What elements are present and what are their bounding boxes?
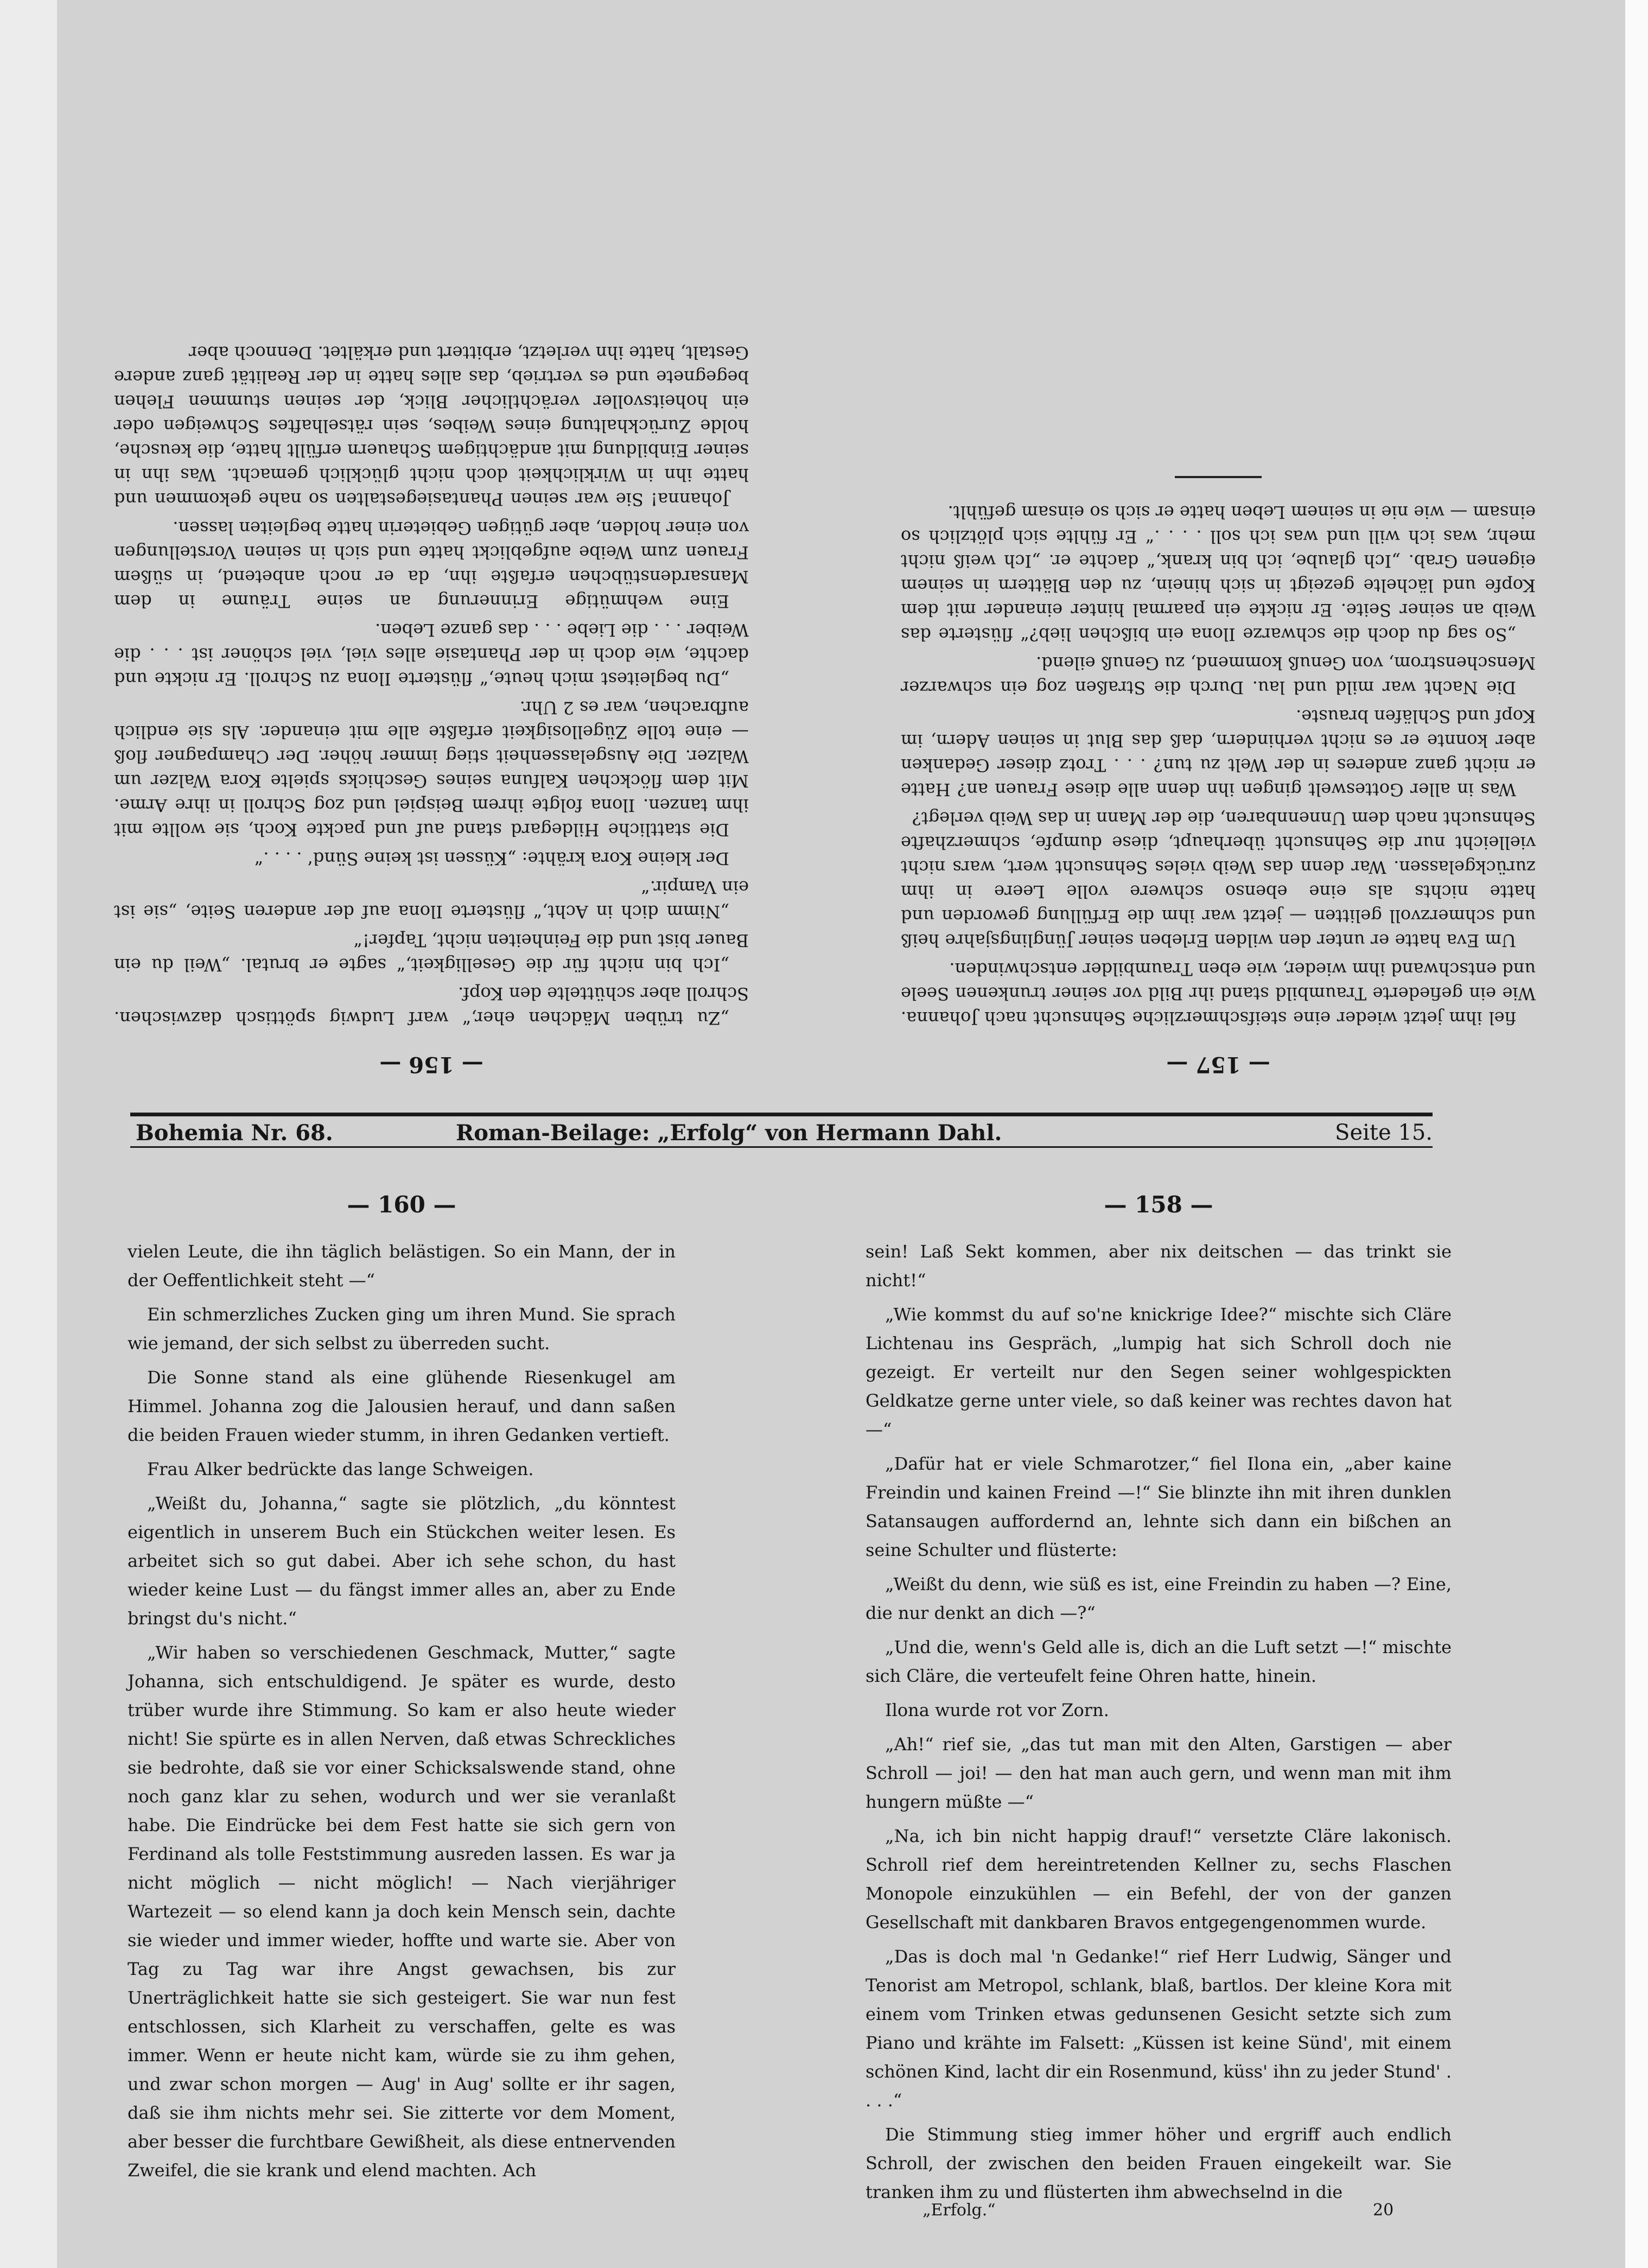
- page-number-156: — 156 —: [379, 1052, 483, 1077]
- page-margin-left: [0, 0, 57, 2268]
- paragraph: Der kleine Kora krähte: „Küssen ist keine Sünd‘ . . . .“: [254, 848, 729, 869]
- paragraph: fiel ihm jetzt wieder eine steifschmerzliche Sehnsucht nach Johanna. Wie ein gefiederte Traumbild stand ihr Bild vor seiner trunkenen Seele und entschwand ihm wieder, wie eben Traumbilder entschwinden.: [901, 959, 1536, 1028]
- paragraph: „Weißt du denn, wie süß es ist, eine Freindin zu haben —? Eine, die nur denkt an dich —?“: [866, 1574, 1452, 1623]
- paragraph: Die Nacht war mild und lau. Durch die Straßen zog ein schwarzer Menschenstrom, von Genuß kommend, zu Genuß eilend.: [901, 653, 1536, 698]
- paragraph: Um Eva hatte er unter den wilden Erleben seiner Jünglingsjahre heiß und schmerzvoll gelitten — jetzt war ihm die Erfüllung geworden und hatte nichts als eine ebenso schwere volle Leere in ihm zurückgelassen. War denn das Weib vieles Sehnsucht wert, wars nicht vielleicht nur die Sehnsucht überhaupt, diese dumpfe, schmerzhafte Sehnsucht nach dem Unnennbaren, die der Mann in das Weib verlegt?: [901, 808, 1536, 951]
- paragraph: „Du begleitest mich heute,“ flüsterte Ilona zu Schroll. Er nickte und dachte, wie doch in der Phantasie alles viel, viel schöner ist . . . die Weiber . . . die Liebe . . . das ganze Leben.: [114, 620, 749, 689]
- header-rule-bottom: [130, 1146, 1433, 1148]
- page-number-157: — 157 —: [1166, 1052, 1270, 1077]
- paragraph: vielen Leute, die ihn täglich belästigen. So ein Mann, der in der Oeffentlichkeit steht —“: [128, 1241, 676, 1291]
- paragraph: „Dafür hat er viele Schmarotzer,“ fiel Ilona ein, „aber kaine Freindin und kainen Freind —!“ Sie blinzte ihn mit ihren dunklen Satansaugen auffordernd an, lehnte sich dann ein bißchen an seine Schulter und flüsterte:: [866, 1453, 1452, 1560]
- paragraph: „Ich bin nicht für die Geselligkeit,“ sagte er brutal. „Weil du ein Bauer bist und die Feinheiten nicht, Tapfer!“: [114, 930, 749, 975]
- paragraph: Frau Alker bedrückte das lange Schweigen.: [147, 1459, 534, 1479]
- paragraph: Die stattliche Hildegard stand auf und packte Koch, sie wollte mit ihm tanzen. Ilona folgte ihrem Beispiel und zog Schroll in ihre Arme. Mit dem flöckchen Kalfuna seines Geschicks spielte Kora Walzer um Walzer. Die Ausgelassenheit stieg immer höher. Der Champagner floß — eine tolle Zügellosigkeit erfaßte alle mit einander. Als sie endlich aufbrachen, war es 2 Uhr.: [114, 697, 749, 840]
- page-number-160: — 160 —: [347, 1191, 456, 1218]
- page-number-158: — 158 —: [1104, 1191, 1213, 1218]
- page-158-column: [866, 1191, 1452, 2212]
- paragraph: „Wie kommst du auf so'ne knickrige Idee?“ mischte sich Cläre Lichtenau ins Gespräch, „lumpig hat sich Schroll doch nie gezeigt. Er verteilt nur den Segen seiner wohlgespickten Geldkatze gerne unter viele, so daß keiner was rechtes davon hat —“: [866, 1304, 1452, 1440]
- paragraph: Ilona wurde rot vor Zorn.: [885, 1700, 1109, 1720]
- inverted-left-page: [901, 476, 1536, 1077]
- page-label: Seite 15.: [1335, 1120, 1433, 1145]
- section-rule: [1175, 476, 1262, 478]
- paragraph: „Das is doch mal 'n Gedanke!“ rief Herr Ludwig, Sänger und Tenorist am Metropol, schlank, blaß, bartlos. Der kleine Kora mit einem vom Trinken etwas gedunsenen Gesicht setzte sich zum Piano und krähte im Falsett: „Küssen ist keine Sünd', mit einem schönen Kind, lacht dir ein Rosenmund, küss' ihn zu jeder Stund' . . . .“: [866, 1946, 1452, 2111]
- header-rule-top: [130, 1113, 1433, 1116]
- supplement-title: Roman-Beilage: „Erfolg“ von Hermann Dahl.: [456, 1120, 1002, 1146]
- page-160-column: [128, 1191, 676, 2190]
- paragraph: Was in aller Gotteswelt gingen ihn denn alle diese Frauen an? Hatte er nicht ganz anderes in der Welt zu tun? . . . Trotz dieser Gedanken aber konnte er es nicht verhindern, daß das Blut in seinen Adern, im Kopf und Schläfen brauste.: [901, 706, 1536, 800]
- paragraph: „Na, ich bin nicht happig drauf!“ versetzte Cläre lakonisch. Schroll rief dem hereintretenden Kellner zu, sechs Flaschen Monopole einzukühlen — ein Befehl, der von der ganzen Gesellschaft mit dankbaren Bravos entgegengenommen wurde.: [866, 1826, 1452, 1933]
- header-band: [130, 1113, 1433, 1151]
- inverted-upper-half: [114, 117, 1536, 1077]
- paragraph: Die Stimmung stieg immer höher und ergriff auch endlich Schroll, der zwischen den beiden Frauen eingekeilt war. Sie tranken ihm zu und flüsterten ihm abwechselnd in die: [866, 2124, 1452, 2202]
- footer-note: „Erfolg.“: [922, 2201, 996, 2220]
- page-margin-right: [1625, 0, 1648, 2268]
- paragraph: „So sag du doch die schwarze Ilona ein bißchen lieb?“ flüsterte das Weib an seiner Seite. Er nickte ein paarmal hinter einander mit dem Kopfe und lächelte gezeigt in sich hinein, zu den Blättern in seinem eigenen Grab. „Ich glaube, ich bin krank,“ dachte er. „Ich weiß nicht mehr, was ich will und was ich soll . . . .“ Er fühlte sich plötzlich so einsam — wie nie in seinem Leben hatte er sich so einsam gefühlt.: [901, 502, 1536, 645]
- paragraph: „Wir haben so verschiedenen Geschmack, Mutter,“ sagte Johanna, sich entschuldigend. Je später es wurde, desto trüber wurde ihre Stimmung. So kam er also heute wieder nicht! Sie spürte es in allen Nerven, daß etwas Schreckliches sie bedrohte, daß sie vor einer Schicksalswende stand, ohne noch ganz klar zu sehen, wodurch und wer sie veranlaßt habe. Die Eindrücke bei dem Fest hatte sie sich gern von Ferdinand als tolle Feststimmung ausreden lassen. Es war ja nicht möglich — nicht möglich! — Nach vierjähriger Wartezeit — so elend kann ja doch kein Mensch sein, dachte sie wieder und immer wieder, hoffte und warte sie. Aber von Tag zu Tag war ihre Angst gewachsen, bis zur Unerträglichkeit hatte sie sich gesteigert. Sie war nun fest entschlossen, sich Klarheit zu verschaffen, gelte es was immer. Wenn er heute nicht kam, würde sie zu ihm gehen, und zwar schon morgen — Aug' in Aug' sollte er ihr sagen, daß sie ihm nichts mehr sei. Sie zitterte vor dem Moment, aber besser die furchtbare Gewißheit, als diese entnervenden Zweifel, die sie krank und elend machten. Ach: [128, 1642, 676, 2181]
- paragraph: Eine wehmütige Erinnerung an seine Träume in dem Mansardenstübchen erfaßte ihn, da er noch anbetend, in süßem Frauen zum Weibe aufgeblickt hatte und sich in seinen Vorstellungen von einer holden, aber gütigen Gebieterin hatte begleiten lassen.: [114, 518, 749, 612]
- inverted-right-page: [114, 336, 749, 1077]
- paragraph: „Ah!“ rief sie, „das tut man mit den Alten, Garstigen — aber Schroll — joi! — den hat man auch gern, und wenn man mit ihm hungern müßte —“: [866, 1734, 1452, 1812]
- publication-issue: Bohemia Nr. 68.: [136, 1120, 333, 1146]
- paragraph: „Zu trüben Mädchen eher,“ warf Ludwig spöttisch dazwischen. Schroll aber schüttelte den Kopf.: [114, 983, 749, 1028]
- paragraph: Die Sonne stand als eine glühende Riesenkugel am Himmel. Johanna zog die Jalousien herauf, und dann saßen die beiden Frauen wieder stumm, in ihren Gedanken vertieft.: [128, 1367, 676, 1445]
- paragraph: Ein schmerzliches Zucken ging um ihren Mund. Sie sprach wie jemand, der sich selbst zu überreden sucht.: [128, 1304, 676, 1354]
- paragraph: „Und die, wenn's Geld alle is, dich an die Luft setzt —!“ mischte sich Cläre, die verteufelt feine Ohren hatte, hinein.: [866, 1637, 1452, 1686]
- paragraph: „Nimm dich in Acht,“ flüsterte Ilona auf der anderen Seite, „sie ist ein Vampir.“: [114, 877, 749, 922]
- paragraph: „Weißt du, Johanna,“ sagte sie plötzlich, „du könntest eigentlich in unserem Buch ein Stückchen weiter lesen. Es arbeitet sich so gut dabei. Aber ich sehe schon, du hast wieder keine Lust — du fängst immer alles an, aber zu Ende bringst du's nicht.“: [128, 1493, 676, 1629]
- paragraph: sein! Laß Sekt kommen, aber nix deitschen — das trinkt sie nicht!“: [866, 1241, 1452, 1291]
- signature-number: 20: [1373, 2201, 1394, 2220]
- paragraph: Johanna! Sie war seinen Phantasiegestalten so nahe gekommen und hatte ihn in Wirklichkeit doch nicht glücklich gemacht. Was ihn in seiner Einbildung mit andächtigem Schauern erfüllt hatte, die keusche, holde Zurückhaltung eines Weibes, sein rätselhaftes Schweigen oder ein hoheitsvoller verächtlicher Blick, der seinen stummen Flehen begegnete und es vertrieb, das alles hatte in der Realität ganz andere Gestalt, hatte ihn verletzt, erbittert und erkältet. Dennoch aber: [114, 342, 749, 510]
